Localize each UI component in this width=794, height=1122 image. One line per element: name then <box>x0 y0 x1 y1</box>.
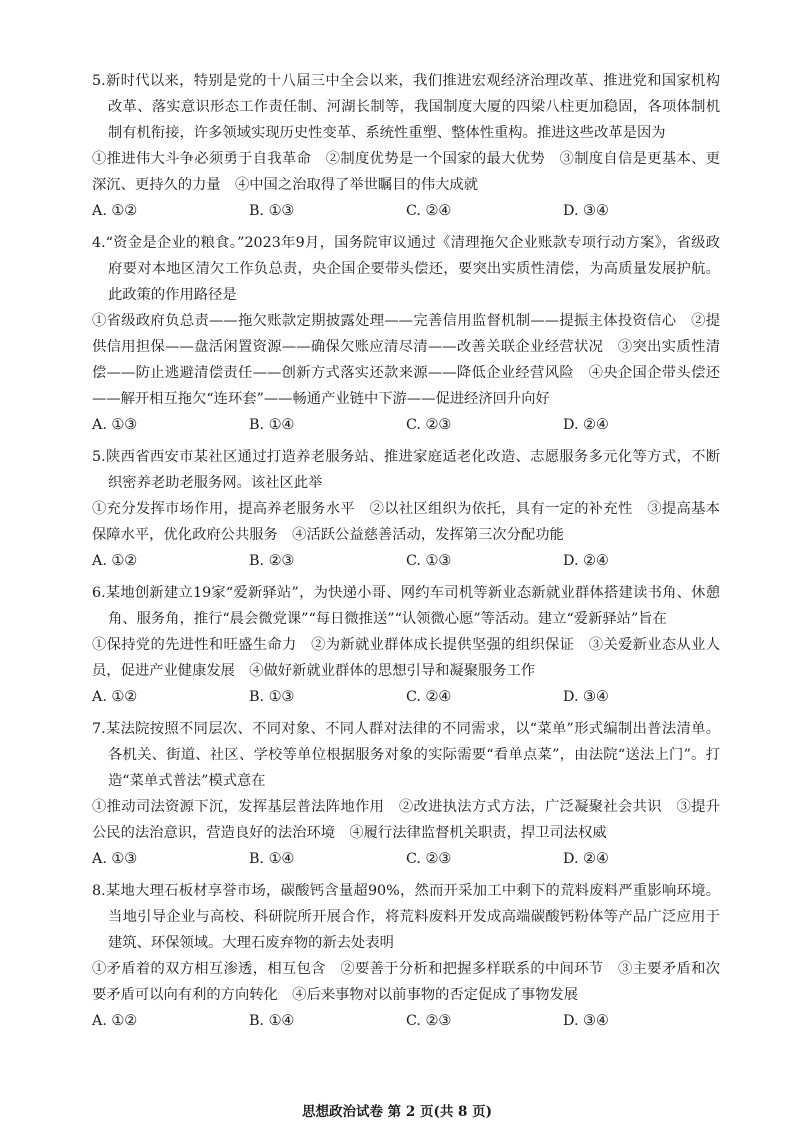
question-5b <box>92 444 720 574</box>
answer-d: D. ②④ <box>563 851 609 867</box>
answer-d: D. ③④ <box>563 689 609 705</box>
answer-d: D. ③④ <box>563 1013 609 1029</box>
answer-a: A. ①② <box>92 1013 138 1029</box>
answer-c: C. ②③ <box>406 417 452 433</box>
answer-b: B. ②③ <box>249 553 295 569</box>
question-stem: 5.陕西省西安市某社区通过打造养老服务站、推进家庭适老化改造、志愿服务多元化等方式，不断织密养老助老服务网。该社区此举 <box>92 449 720 491</box>
answer-a: A. ①③ <box>92 851 138 867</box>
question-stem: 5.新时代以来，特别是党的十八届三中全会以来，我们推进宏观经济治理改革、推进党和国家机构改革、落实意识形态工作责任制、河湖长制等，我国制度大厦的四梁八柱更加稳固，各项体制机制有机衔接，许多领域实现历史性变革、系统性重塑、整体性重构。推进这些改革是因为 <box>92 73 720 141</box>
answer-a: A. ①③ <box>92 417 138 433</box>
answer-choices <box>92 548 720 574</box>
answer-choices <box>92 412 720 438</box>
question-stem: 8.某地大理石板材享誉市场，碳酸钙含量超90%，然而开采加工中剩下的荒料废料严重影响环境。当地引导企业与高校、科研院所开展合作，将荒料废料开发成高端碳酸钙粉体等产品广泛应用于建筑、环保领域。大理石废弃物的新去处表明 <box>92 883 720 951</box>
question-7 <box>92 716 720 872</box>
question-options: ①推动司法资源下沉，发挥基层普法阵地作用 ②改进执法方式方法，广泛凝聚社会共识 ③提升公民的法治意识，营造良好的法治环境 ④履行法律监督机关职责，捍卫司法权威 <box>92 799 720 841</box>
answer-choices <box>92 198 720 224</box>
answer-choices <box>92 1008 720 1034</box>
answer-c: C. ②③ <box>406 851 452 867</box>
answer-b: B. ①③ <box>249 203 295 219</box>
question-options: ①省级政府负总责——拖欠账款定期披露处理——完善信用监督机制——提振主体投资信心 ②提供信用担保——盘活闲置资源——确保欠账应清尽清——改善关联企业经营状况 ③突出实质性清偿——防止逃避清偿责任——创新方式落实还款来源——降低企业经营风险 ④央企国企带头偿还——解开相互拖欠“连环套”——畅通产业链中下游——促进经济回升向好 <box>92 313 720 407</box>
question-8 <box>92 878 720 1034</box>
answer-d: D. ②④ <box>563 553 609 569</box>
page-footer: 思想政治试卷 第 2 页(共 8 页) <box>301 1104 493 1120</box>
answer-a: A. ①② <box>92 203 138 219</box>
answer-a: A. ①② <box>92 689 138 705</box>
answer-c: C. ②④ <box>406 203 452 219</box>
answer-c: C. ①③ <box>406 553 452 569</box>
question-6 <box>92 580 720 710</box>
answer-choices <box>92 846 720 872</box>
question-stem: 7.某法院按照不同层次、不同对象、不同人群对法律的不同需求，以“菜单”形式编制出普法清单。各机关、街道、社区、学校等单位根据服务对象的实际需要“看单点菜”，由法院“送法上门”。打造“菜单式普法”模式意在 <box>92 721 720 789</box>
question-options: ①矛盾着的双方相互渗透，相互包含 ②要善于分析和把握多样联系的中间环节 ③主要矛盾和次要矛盾可以向有利的方向转化 ④后来事物对以前事物的否定促成了事物发展 <box>92 961 720 1003</box>
question-stem: 4.“资金是企业的粮食。”2023年9月，国务院审议通过《清理拖欠企业账款专项行动方案》，省级政府要对本地区清欠工作负总责，央企国企要带头偿还，要突出实质性清偿，为高质量发展护航。此政策的作用路径是 <box>92 235 720 303</box>
answer-b: B. ①④ <box>249 851 295 867</box>
question-stem: 6.某地创新建立19家“爱新驿站”，为快递小哥、网约车司机等新业态新就业群体搭建读书角、休憩角、服务角，推行“晨会微党课”“每日微推送”“认领微心愿”等活动。建立“爱新驿站”旨在 <box>92 585 720 627</box>
question-5a <box>92 68 720 224</box>
question-options: ①保持党的先进性和旺盛生命力 ②为新就业群体成长提供坚强的组织保证 ③关爱新业态从业人员，促进产业健康发展 ④做好新就业群体的思想引导和凝聚服务工作 <box>92 637 720 679</box>
answer-choices <box>92 684 720 710</box>
answer-a: A. ①② <box>92 553 138 569</box>
answer-d: D. ②④ <box>563 417 609 433</box>
question-options: ①充分发挥市场作用，提高养老服务水平 ②以社区组织为依托，具有一定的补充性 ③提高基本保障水平，优化政府公共服务 ④活跃公益慈善活动，发挥第三次分配功能 <box>92 501 720 543</box>
question-options: ①推进伟大斗争必须勇于自我革命 ②制度优势是一个国家的最大优势 ③制度自信是更基本、更深沉、更持久的力量 ④中国之治取得了举世瞩目的伟大成就 <box>92 151 720 193</box>
answer-c: C. ②④ <box>406 689 452 705</box>
answer-b: B. ①④ <box>249 1013 295 1029</box>
answer-c: C. ②③ <box>406 1013 452 1029</box>
exam-page <box>92 68 720 1040</box>
answer-b: B. ①④ <box>249 417 295 433</box>
answer-b: B. ①③ <box>249 689 295 705</box>
question-4 <box>92 230 720 438</box>
answer-d: D. ③④ <box>563 203 609 219</box>
